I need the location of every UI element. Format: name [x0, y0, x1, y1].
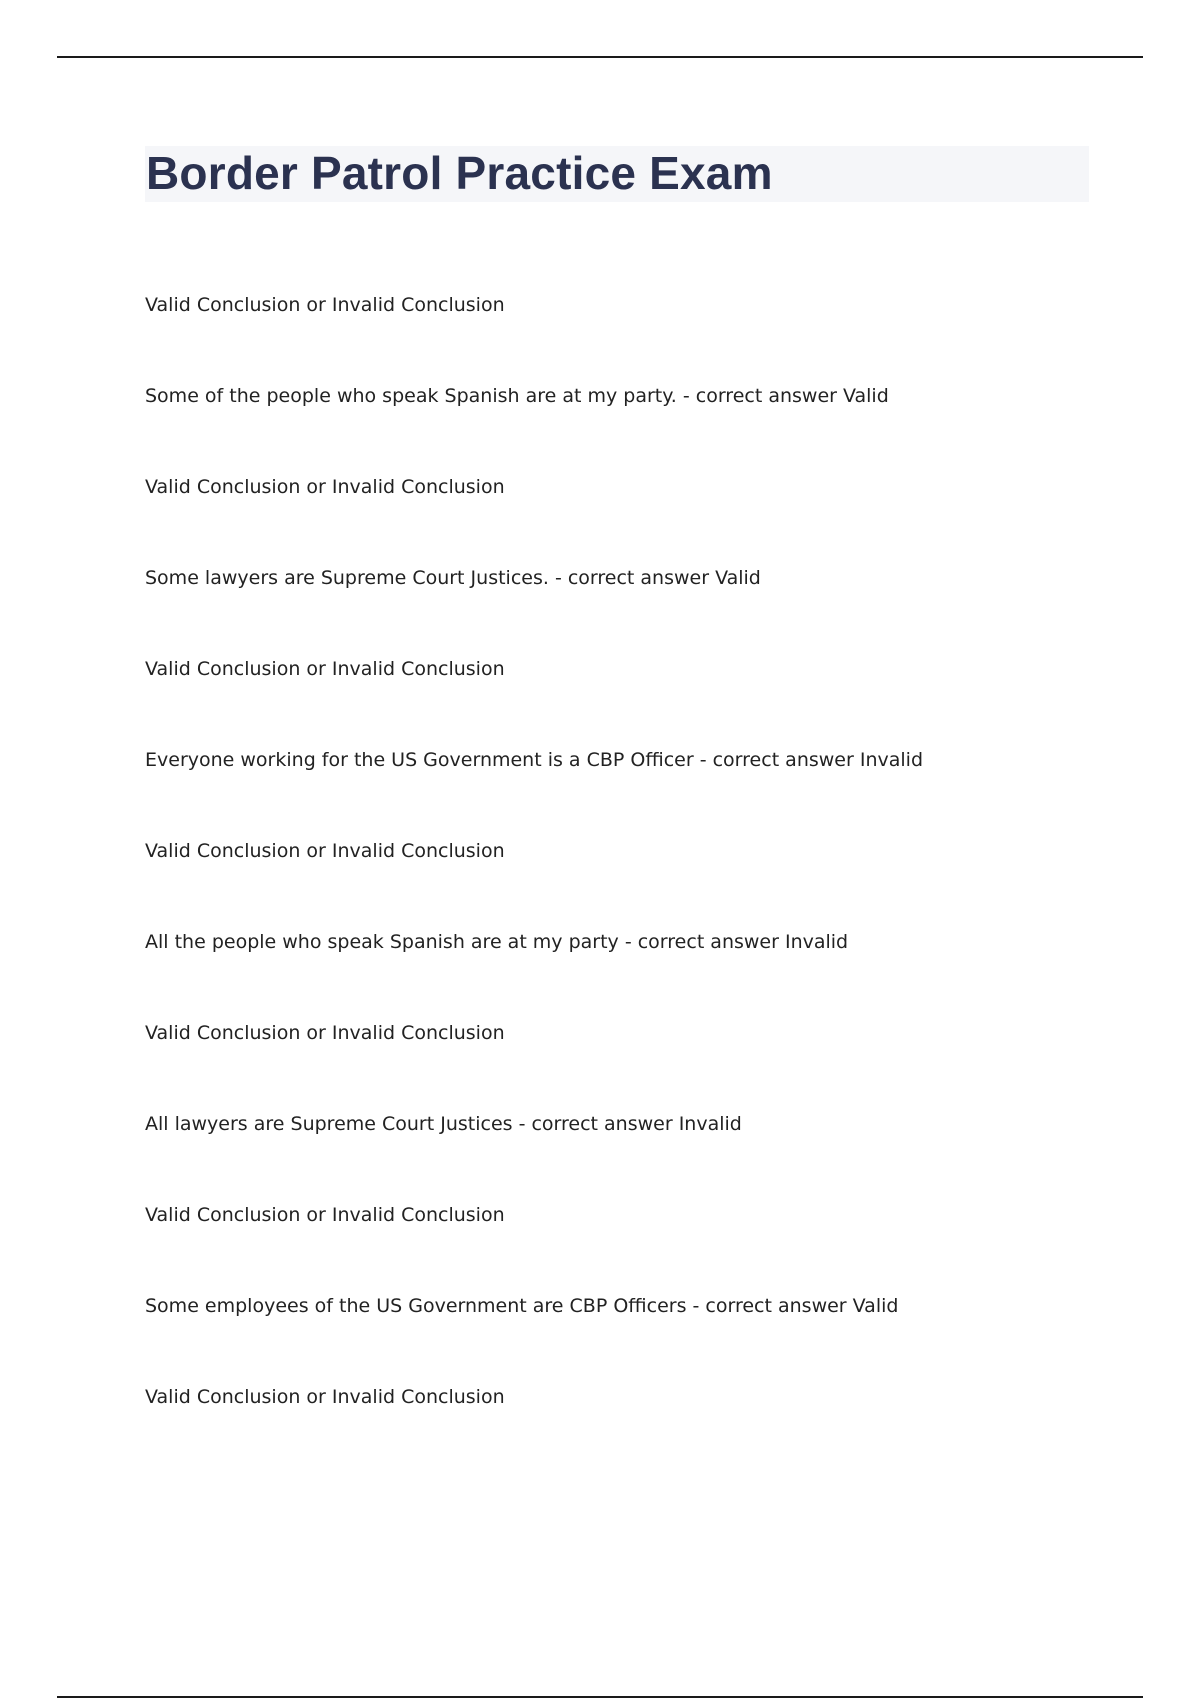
- question-prompt: Valid Conclusion or Invalid Conclusion: [145, 294, 505, 316]
- answer-line: All the people who speak Spanish are at my party - correct answer Invalid: [145, 931, 849, 953]
- answer-line: Some lawyers are Supreme Court Justices. - correct answer Valid: [145, 567, 761, 589]
- question-prompt: Valid Conclusion or Invalid Conclusion: [145, 1022, 505, 1044]
- question-list: [145, 290, 923, 1473]
- answer-line: Everyone working for the US Government is a CBP Officer - correct answer Invalid: [145, 749, 923, 771]
- answer-line: Some of the people who speak Spanish are at my party. - correct answer Valid: [145, 385, 889, 407]
- answer-line: Some employees of the US Government are CBP Officers - correct answer Valid: [145, 1295, 899, 1317]
- question-prompt: Valid Conclusion or Invalid Conclusion: [145, 658, 505, 680]
- document-title: Border Patrol Practice Exam: [146, 147, 773, 199]
- footer-rule: [57, 1696, 1143, 1698]
- question-prompt: Valid Conclusion or Invalid Conclusion: [145, 1204, 505, 1226]
- answer-line: All lawyers are Supreme Court Justices - correct answer Invalid: [145, 1113, 742, 1135]
- question-prompt: Valid Conclusion or Invalid Conclusion: [145, 1386, 505, 1408]
- question-prompt: Valid Conclusion or Invalid Conclusion: [145, 476, 505, 498]
- question-prompt: Valid Conclusion or Invalid Conclusion: [145, 840, 505, 862]
- header-rule: [57, 56, 1143, 58]
